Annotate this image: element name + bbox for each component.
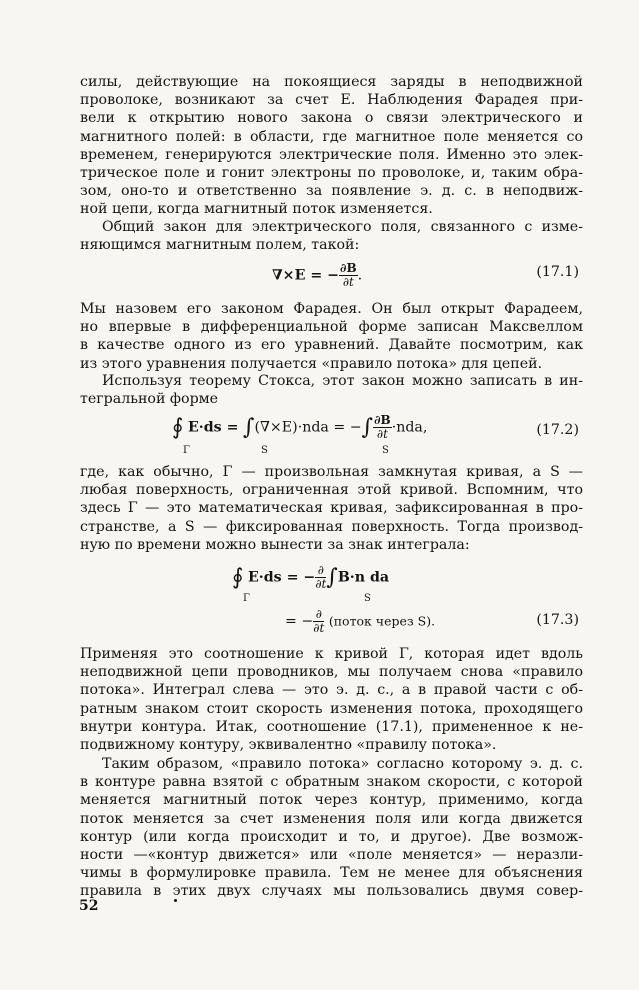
- text-line: проволоке, возникают за счет E. Наблюдения Фарадея при-: [80, 92, 583, 109]
- text-line: ной цепи, когда магнитный поток изменяется.: [80, 201, 433, 218]
- eq-numerator: ∂: [313, 608, 324, 622]
- text-line: где, как обычно, Γ — произвольная замкнутая кривая, а S —: [80, 464, 583, 480]
- eq-numerator: ∂: [315, 564, 326, 578]
- equation-number: (17.1): [536, 264, 579, 280]
- text-line: вели к открытию нового закона о связи электрического и: [80, 110, 583, 127]
- text-line: временем, генерируются электрические поля. Именно это элек-: [80, 146, 583, 163]
- text-line: трическое поле и гонит электроны по проволоке, и, таким обра-: [80, 164, 583, 181]
- eq-part: (∇×E)·nda = −: [254, 419, 362, 436]
- paragraph-4: [80, 372, 583, 408]
- text-line: магнитного полей: в области, где магнитное поле меняется со: [80, 128, 583, 145]
- text-line: силы, действующие на покоящиеся заряды в неподвижной: [80, 74, 583, 90]
- equation-number: (17.2): [536, 422, 579, 438]
- eq-denominator: ∂t: [376, 427, 388, 441]
- eq-part: E·ds = −: [247, 569, 316, 586]
- print-speck: [174, 899, 177, 902]
- equation-number: (17.3): [536, 612, 579, 628]
- text-line: в контуре равна взятой с обратным знаком скорости, с которой: [80, 774, 583, 791]
- text-line: в качестве одного из его уравнений. Давайте посмотрим, как: [80, 337, 583, 354]
- text-line: Таким образом, «правило потока» согласно которому э. д. с.: [102, 756, 583, 772]
- text-line: няющимся магнитным полем, такой:: [80, 237, 360, 254]
- text-line: но впервые в дифференциальной форме записан Максвеллом: [80, 319, 583, 336]
- text-line: тегральной форме: [80, 391, 219, 408]
- equation-17-3: [80, 560, 583, 640]
- text-line: контур (или когда происходит и то, и другое). Две возмож-: [80, 828, 583, 845]
- text-line: ную по времени можно вынести за знак интеграла:: [80, 536, 470, 553]
- eq-note: (поток через S).: [328, 613, 436, 629]
- eq-numerator: ∂B: [340, 261, 357, 275]
- text-line: правила в этих двух случаях мы пользовались двумя совер-: [80, 883, 583, 900]
- text-line: Используя теорему Стокса, этот закон можно записать в ин-: [102, 373, 583, 389]
- eq-lhs: ∇×E = −: [272, 267, 340, 284]
- text-line: из этого уравнения получается «правило потока» для цепей.: [80, 355, 543, 372]
- eq-numerator: ∂B: [374, 413, 391, 427]
- text-line: потока». Интеграл слева — это э. д. с., а в правой части с об-: [80, 682, 583, 699]
- paragraph-7: [80, 755, 583, 901]
- text-line: чимы в формулировке правила. Тем не менее для объяснения: [80, 865, 583, 882]
- eq-part: B·n da: [337, 569, 390, 586]
- paragraph-1: [80, 73, 583, 219]
- eq-part: E·ds =: [187, 419, 239, 436]
- text-line: Мы назовем его законом Фарадея. Он был открыт Фарадеем,: [80, 301, 583, 317]
- eq-denominator: ∂t: [313, 621, 325, 635]
- text-line: внутри контура. Итак, соотношение (17.1), примененное к не-: [80, 718, 583, 735]
- subscript: Γ: [243, 593, 250, 604]
- subscript: S: [364, 593, 371, 604]
- eq-part: ·nda,: [391, 419, 428, 436]
- integral-icon: ∫: [243, 415, 255, 440]
- text-line: меняется магнитный поток через контур, применимо, когда: [80, 792, 583, 809]
- text-line: неподвижной цепи проводников, мы получаем снова «правило: [80, 664, 583, 681]
- integral-icon: ∫: [361, 415, 374, 440]
- contour-integral-icon: ∮: [172, 415, 184, 440]
- paragraph-5: [80, 463, 583, 554]
- paragraph-3: [80, 300, 583, 373]
- equation-17-1: [80, 258, 583, 288]
- equation-17-2: [80, 412, 583, 460]
- text-line: странстве, а S — фиксированная поверхность. Тогда производ-: [80, 518, 583, 535]
- subscript: S: [261, 445, 268, 456]
- text-line: любая поверхность, ограниченная этой кривой. Вспомним, что: [80, 482, 583, 499]
- page-number: 52: [79, 898, 99, 914]
- eq-denominator: ∂t: [342, 275, 354, 289]
- text-line: Применяя это соотношение к кривой Γ, которая идет вдоль: [80, 646, 583, 662]
- subscript: S: [382, 445, 389, 456]
- text-line: зом, оно-то и ответственно за появление э. д. с. в неподвиж-: [80, 183, 583, 200]
- paragraph-2: [80, 218, 583, 254]
- integral-icon: ∫: [326, 565, 338, 590]
- text-line: ратным знаком стоит скорость изменения потока, проходящего: [80, 700, 583, 717]
- text-line: поток меняется за счет изменения поля или когда движется: [80, 810, 583, 827]
- text-line: подвижному контуру, эквивалентно «правилу потока».: [80, 736, 497, 753]
- text-line: Общий закон для электрического поля, связанного с изме-: [102, 219, 583, 235]
- eq-part: = −: [285, 613, 314, 630]
- eq-tail: .: [357, 267, 363, 284]
- text-line: ности —«контур движется» или «поле меняется» — неразли-: [80, 846, 583, 863]
- subscript: Γ: [183, 445, 190, 456]
- paragraph-6: [80, 645, 583, 754]
- contour-integral-icon: ∮: [232, 565, 244, 590]
- eq-denominator: ∂t: [315, 577, 327, 591]
- text-line: здесь Γ — это математическая кривая, зафиксированная в про-: [80, 500, 583, 517]
